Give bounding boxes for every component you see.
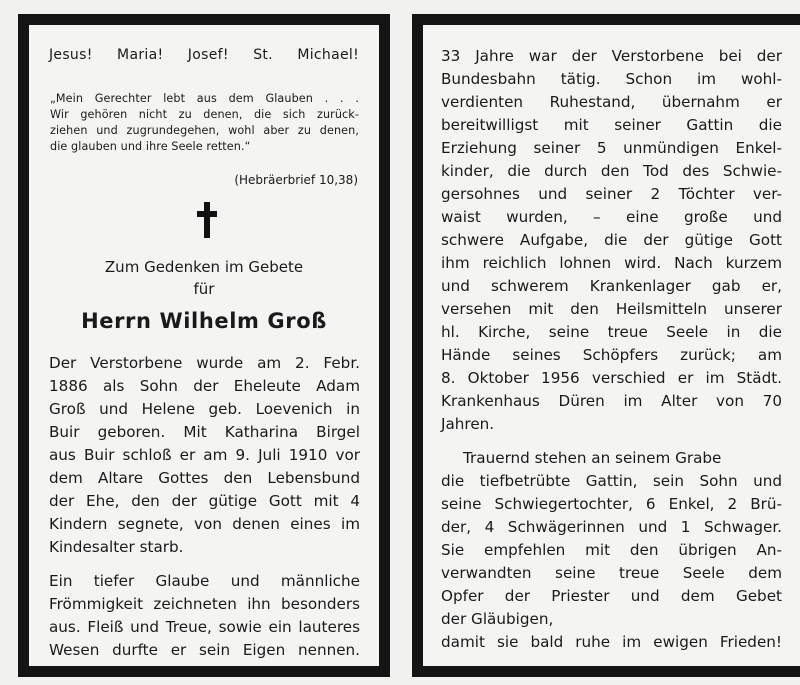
- obituary-line: bereitwilligst mit seiner Gattin die: [441, 116, 782, 134]
- obituary-line: 33 Jahre war der Verstorbene bei der: [441, 47, 782, 65]
- obituary-line: seine Schwiegertochter, 6 Enkel, 2 Brü-: [441, 495, 782, 513]
- right-card: [412, 14, 800, 677]
- obituary-line: dem Altare Gottes den Lebensbund: [49, 469, 360, 487]
- quote-line: Wir gehören nicht zu denen, die sich zurück-: [50, 108, 359, 121]
- left-card: [18, 14, 390, 677]
- obituary-line: Bundesbahn tätig. Schon im wohl-: [441, 70, 782, 88]
- obituary-line: schwere Aufgabe, die der gütige Gott: [441, 231, 782, 249]
- quote-line: ziehen und zugrundegehen, wohl aber zu denen,: [50, 124, 359, 137]
- obituary-line: 8. Oktober 1956 verschied er im Städt.: [441, 369, 782, 387]
- obituary-line: aus Buir schloß er am 9. Juli 1910 vor: [49, 446, 360, 464]
- obituary-line: Wesen durfte er sein Eigen nennen.: [49, 641, 360, 659]
- obituary-line: Erziehung seiner 5 unmündigen Enkel-: [441, 139, 782, 157]
- obituary-line: verwandten seine treue Seele dem: [441, 564, 782, 582]
- obituary-line: kinder, die durch den Tod des Schwie-: [441, 162, 782, 180]
- obituary-line: Hände seines Schöpfers zurück; am: [441, 346, 782, 364]
- obituary-line: Der Verstorbene wurde am 2. Febr.: [49, 354, 360, 372]
- obituary-line: Kindesalter starb.: [49, 538, 184, 556]
- obituary-line: hl. Kirche, seine treue Seele in die: [441, 323, 782, 341]
- memorial-heading: Zum Gedenken im Gebete: [104, 258, 304, 276]
- obituary-line: Kindern segnete, von denen eines im: [49, 515, 360, 533]
- obituary-line: Groß und Helene geb. Loevenich in: [49, 400, 360, 418]
- obituary-line: Jahren.: [441, 415, 495, 433]
- obituary-line: aus. Fleiß und Treue, sowie ein lauteres: [49, 618, 360, 636]
- obituary-line: die tiefbetrübte Gattin, sein Sohn und: [441, 472, 782, 490]
- obituary-line: 1886 als Sohn der Eheleute Adam: [49, 377, 360, 395]
- obituary-line: Sie empfehlen mit den übrigen An-: [441, 541, 782, 559]
- obituary-line: Trauernd stehen an seinem Grabe: [463, 449, 722, 467]
- obituary-line: damit sie bald ruhe im ewigen Frieden!: [441, 633, 782, 651]
- bible-citation: (Hebräerbrief 10,38): [234, 173, 358, 187]
- obituary-line: verdienten Ruhestand, übernahm er: [441, 93, 782, 111]
- obituary-line: Krankenhaus Düren im Alter von 70: [441, 392, 782, 410]
- obituary-line: ihm reichlich lohnen wird. Nach kurzem: [441, 254, 782, 272]
- cross-icon: [197, 202, 217, 238]
- quote-line: „Mein Gerechter lebt aus dem Glauben . . .: [50, 92, 359, 105]
- obituary-line: und schwerem Krankenlager gab er,: [441, 277, 782, 295]
- obituary-line: Buir geboren. Mit Katharina Birgel: [49, 423, 360, 441]
- deceased-name: Herrn Wilhelm Groß: [81, 309, 327, 333]
- obituary-line: Frömmigkeit zeichneten ihn besonders: [49, 595, 360, 613]
- quote-line: die glauben und ihre Seele retten.“: [50, 140, 251, 153]
- obituary-line: der Gläubigen,: [441, 610, 554, 628]
- obituary-line: Opfer der Priester und dem Gebet: [441, 587, 782, 605]
- obituary-line: Ein tiefer Glaube und männliche: [49, 572, 360, 590]
- memorial-for: für: [193, 280, 215, 298]
- invocation-line: Jesus! Maria! Josef! St. Michael!: [49, 47, 359, 63]
- obituary-line: gersohnes und seiner 2 Töchter ver-: [441, 185, 782, 203]
- obituary-line: der Ehe, den der gütige Gott mit 4: [49, 492, 360, 510]
- obituary-line: waist wurden, – eine große und: [441, 208, 782, 226]
- obituary-line: der, 4 Schwägerinnen und 1 Schwager.: [441, 518, 782, 536]
- obituary-line: versehen mit den Heilsmitteln unserer: [441, 300, 782, 318]
